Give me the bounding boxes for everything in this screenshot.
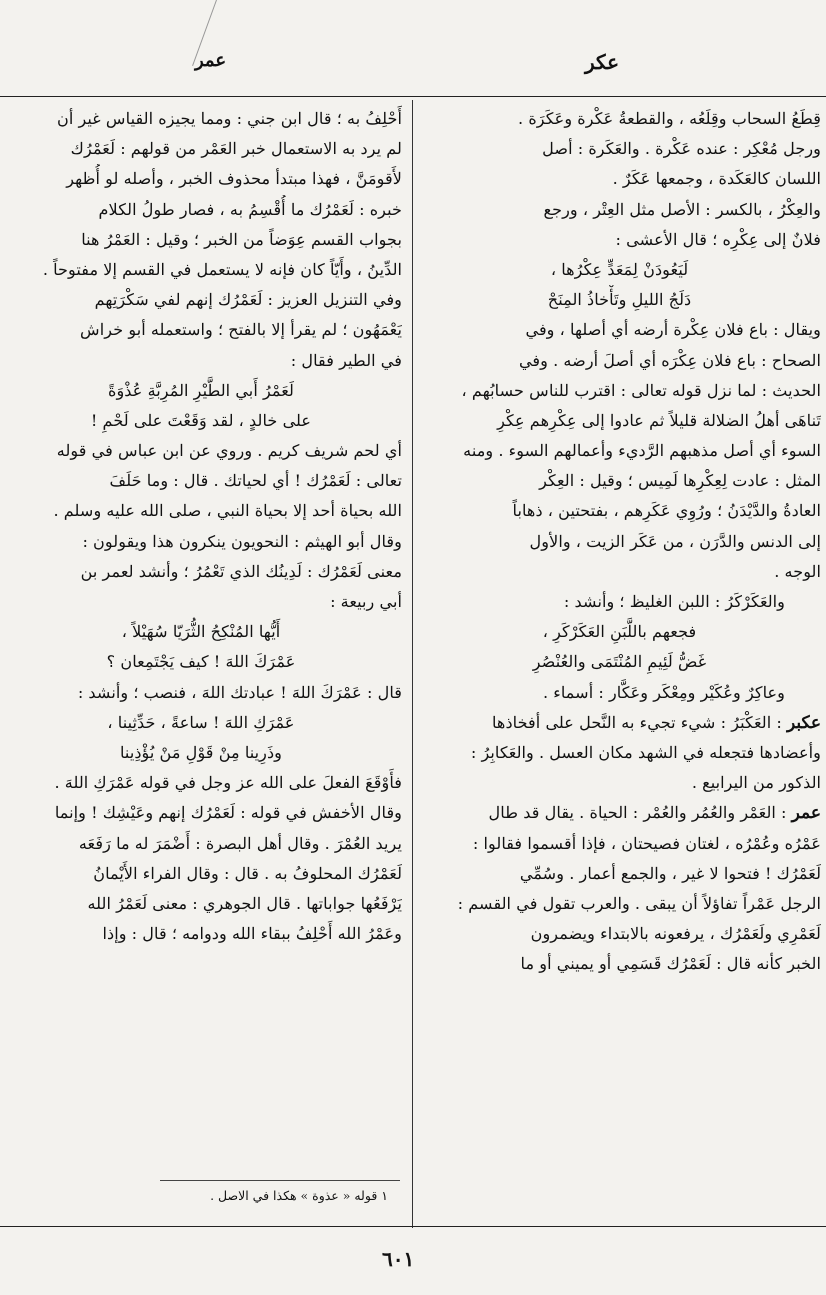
text-line: لَعَمْرُك ! فتحوا لا غير ، والجمع أعمار . وسُمِّي (519, 863, 821, 883)
text-line: لَعَمْرِي ولَعَمْرُك ، يرفعونه بالابتداء ويضمرون (530, 924, 821, 944)
footer-rule (0, 1226, 826, 1227)
text-line: لأَقومَنَّ ، فهذا مبتدأ محذوف الخبر ، وأصله لو أُظهر (66, 169, 402, 189)
text-line: وقال الأخفش في قوله : لَعَمْرُك إنهم وعَيْشِك ! وإنما (54, 803, 402, 823)
text-line: وأعضادها فتجعله في الشهد مكان العسل . والعَكابِرُ : (470, 742, 821, 762)
running-header-left: عمر (195, 50, 227, 71)
text-line: والعَكَرْكَرُ : اللبن الغليظ ؛ وأنشد : (563, 592, 785, 611)
text-line: قال : عَمْرَكَ اللهَ ! عبادتك اللهَ ، فنصب ؛ وأنشد : (77, 682, 402, 702)
footnote: ١ قوله « عذوة » هكذا في الاصل . (210, 1188, 388, 1203)
text-line: بجواب القسم عِوَضاً من الخبر ؛ وقيل : العَمْرُ هنا (81, 229, 402, 249)
text-line: دَلَجُ الليلِ وتَأْخاذُ المِنَحْ (547, 290, 692, 310)
text-line: وقال أبو الهيثم : النحويون ينكرون هذا ويقولون : (82, 531, 402, 551)
text-line: أَحْلِفُ به ؛ قال ابن جني : ومما يجيزه القياس غير أن (56, 109, 402, 128)
text-line: في الطير فقال : (290, 350, 402, 370)
text-line: لم يرد به الاستعمال خبر العَمْر من قولهم : لَعَمْرُك (70, 139, 402, 159)
column-divider (412, 100, 413, 1228)
text-line: عَمْرَكِ اللهَ ! ساعةً ، حَدِّثِينا ، (107, 712, 295, 732)
text-line: يَرْفَعُها جواباتها . قال الجوهري : معنى لَعَمْرُ الله (87, 893, 402, 913)
text-line: ورجل مُعْكِر : عنده عَكْرة . والعَكَرة : أصل (542, 139, 821, 159)
text-line: غَضُّ لَئِيمِ المُنْتَمَى والعُنْصُرِ (532, 652, 707, 672)
text-line: الذكور من اليرابيع . (691, 773, 821, 793)
text-line: خبره : لَعَمْرُك ما أُقْسِمُ به ، فصار طولُ الكلام (98, 199, 402, 219)
text-line: عمر : العَمْر والعُمُر والعُمْر : الحياة . يقال قد طال (488, 803, 821, 824)
text-line: معنى لَعَمْرُك : لَدِينُك الذي تَعْمُرُ ؛ وأنشد لعمر بن (80, 561, 402, 581)
text-line: أي لحم شريف كريم . وروي عن ابن عباس في قوله (56, 441, 402, 461)
text-line: فأَوْقَعَ الفعلَ على الله عز وجل في قوله عَمْرَكِ اللهَ . (54, 773, 402, 793)
text-line: تعالى : لَعَمْرُك ! أي لحياتك . قال : وما حَلَفَ (109, 471, 402, 491)
text-line: وعاكِرٌ وعُكَيْر ومِعْكَر وعَكَّار : أسماء . (542, 682, 785, 702)
running-header-right: عكر (585, 50, 620, 74)
text-line: العادةُ والدَّيْدَنُ ؛ ورُوِي عَكَرِهم ، بفتحتين ، ذهاباً (512, 501, 821, 521)
text-line: إلى الدنس والدَّرَن ، من عَكَر الزيت ، والأول (529, 531, 821, 551)
text-line: يريد العُمْرَ . وقال أهل البصرة : أَضْمَرَ له ما رَفَعَه (78, 833, 402, 853)
text-line: يَعْمَهُون ؛ لم يقرأ إلا بالفتح ؛ واستعمله أبو خراش (80, 320, 402, 340)
header-rule (0, 96, 826, 97)
text-line: المثل : عادت لِعِكْرِها لَمِيس ؛ وقيل : العِكْر (539, 471, 821, 491)
text-line: تَناهَى أهلُ الضلالة قليلاً ثم عادوا إلى عِكْرِهم عِكْرِ (497, 410, 821, 430)
text-line: أبي ربيعة : (330, 592, 402, 611)
entry-headword: عكبر (786, 712, 821, 733)
right-column (418, 104, 821, 979)
text-line: لَعَمْرُ أَبي الطَّيْرِ المُرِبَّةِ عُذْوَةً (108, 380, 294, 400)
text-line: الله بحياة أحد إلا بحياة النبي ، صلى الله عليه وسلم . (53, 501, 402, 521)
text-line: فجعهم باللَّبَنِ العَكَرْكَرِ ، (542, 622, 697, 642)
page-number: ٦٠١ (382, 1247, 415, 1271)
text-line: عكبر : العَكْبَرُ : شيء تجيء به النَّحل على أفخاذها (492, 712, 821, 733)
text-line: الحديث : لما نزل قوله تعالى : اقترب للناس حسابُهم ، (461, 380, 821, 400)
left-column (0, 104, 402, 949)
text-line: أَيُّها المُنْكِحُ الثُّرَيّا سُهَيْلاً ، (121, 622, 281, 642)
text-line: على خالدٍ ، لقد وَقَعْتَ على لَحْمِ ! (90, 410, 312, 430)
entry-headword: عمر (791, 803, 821, 824)
text-line: السوء أي أصل مذهبهم الرَّديء وأعمالهم السوء . ومنه (463, 441, 821, 461)
text-line: قِطَعُ السحاب وقِلَعُه ، والقطعةُ عَكْرة وعَكَرَة . (518, 109, 821, 128)
text-line: عَمْرَكَ اللهَ ! كيف يَجْتَمِعان ؟ (106, 652, 296, 672)
text-line: فلانٌ إلى عِكْرِه ؛ قال الأعشى : (615, 229, 821, 249)
text-line: ويقال : باع فلان عِكْرة أرضه أي أصلها ، وفي (525, 320, 821, 340)
text-line: وذَرِينا مِنْ قَوْلِ مَنْ يُؤْذِينا (120, 742, 282, 762)
text-line: الصحاح : باع فلان عِكْرَه أي أصلَ أرضه . وفي (518, 350, 821, 370)
footnote-rule (160, 1180, 400, 1181)
text-line: وعَمْرُ الله أَحْلِفُ ببقاء الله ودوامه ؛ قال : وإذا (102, 924, 402, 944)
text-line: والعِكْرُ ، بالكسر : الأصل مثل العِتْر ، ورجع (543, 199, 821, 219)
text-line: لَيَعُودَنْ لِمَعَدٍّ عِكْرُها ، (550, 259, 689, 279)
text-line: الخبر كأنه قال : لَعَمْرُك قَسَمِي أو يميني أو ما (520, 954, 821, 974)
text-line: اللسان كالعَكَدة ، وجمعها عَكَرٌ . (612, 169, 821, 189)
text-line: عَمْرُه وعُمْرُه ، لغتان فصيحتان ، فإذا أقسموا فقالوا : (472, 833, 821, 853)
text-line: لَعَمْرُك المحلوفُ به . قال : وقال الفراء الأَيْمانُ (93, 863, 402, 883)
text-line: وفي التنزيل العزيز : لَعَمْرُك إنهم لفي سَكْرَتِهم (94, 290, 402, 310)
text-line: الوجه . (774, 561, 821, 581)
text-line: الرجل عَمْراً تفاؤلاً أن يبقى . والعرب تقول في القسم : (457, 893, 821, 913)
text-line: الدِّينُ ، وأَيّاً كان فإنه لا يستعمل في القسم إلا مفتوحاً . (42, 259, 402, 279)
